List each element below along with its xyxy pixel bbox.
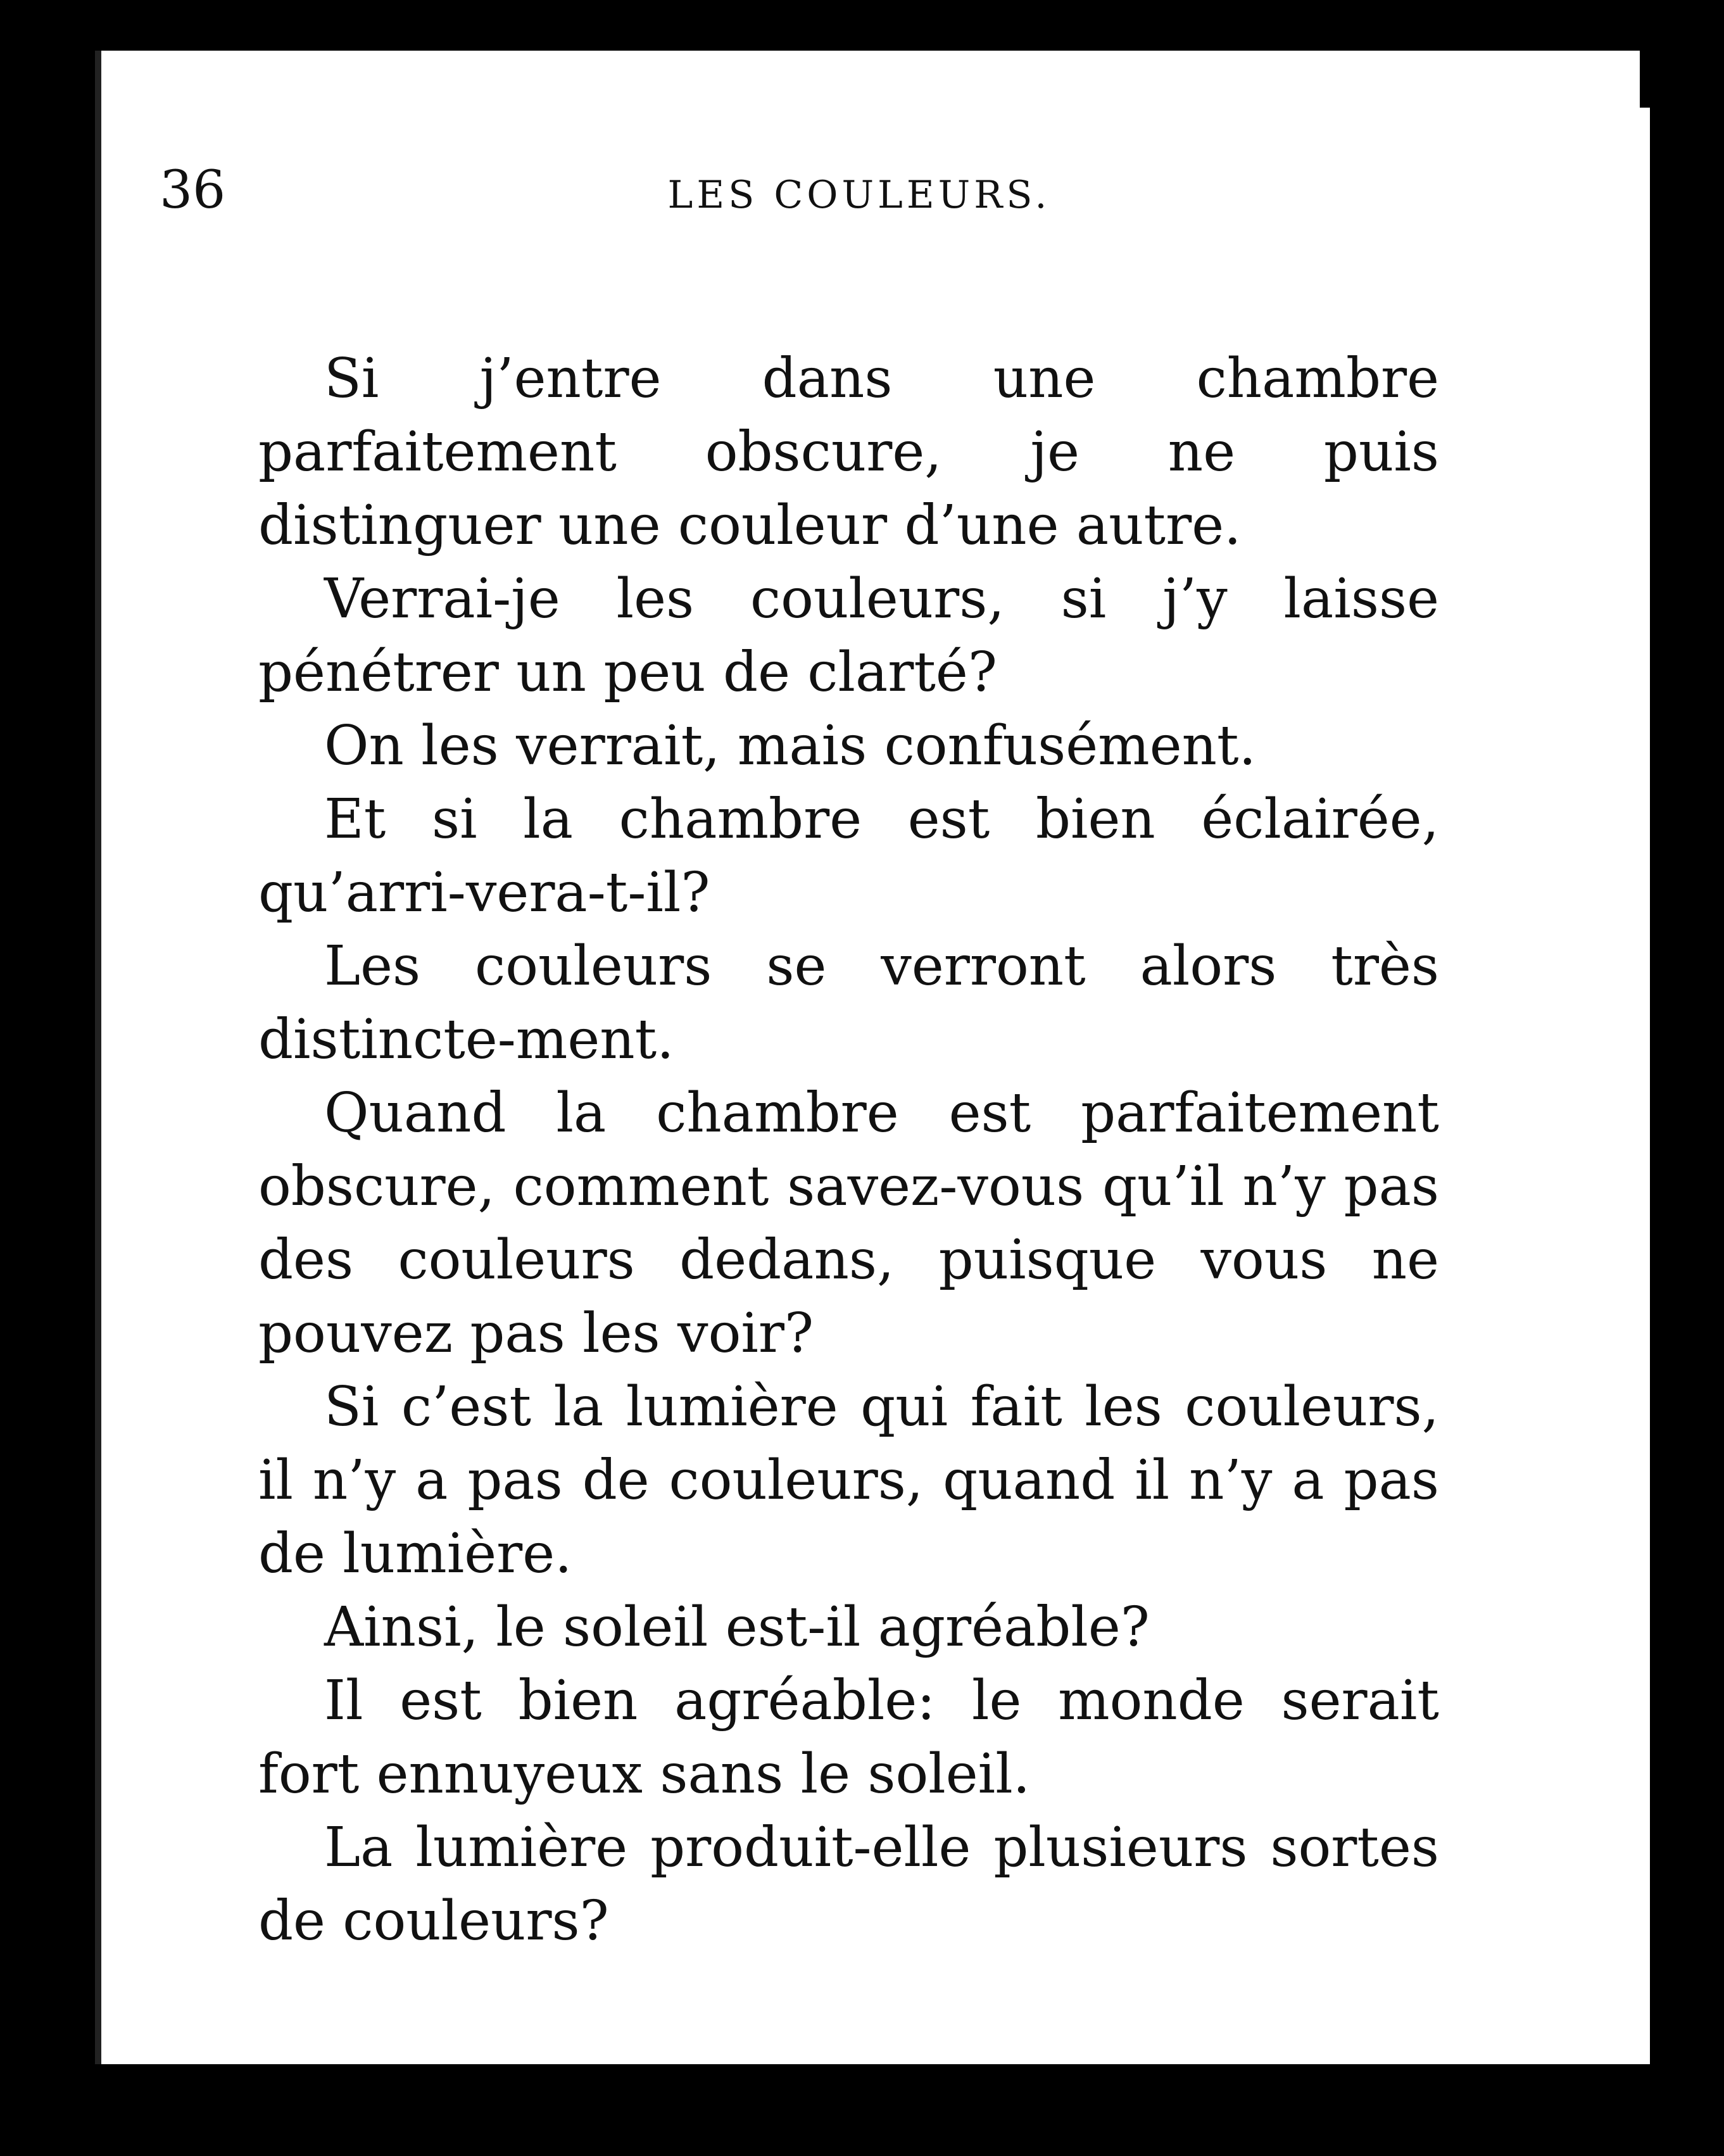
paragraph: Il est bien agréable: le monde serait fort ennuyeux sans le soleil. xyxy=(258,1669,1439,1806)
page-number: 36 xyxy=(160,160,226,220)
running-head xyxy=(160,158,1394,234)
paragraph: On les verrait, mais confusément. xyxy=(324,714,1256,778)
paragraph: Les couleurs se verront alors très distincte-ment. xyxy=(258,935,1439,1071)
paragraph: Verrai-je les couleurs, si j’y laisse pénétrer un peu de clarté? xyxy=(258,567,1439,704)
paragraph: Ainsi, le soleil est-il agréable? xyxy=(324,1596,1150,1659)
paragraph: Si c’est la lumière qui fait les couleurs, il n’y a pas de couleurs, quand il n’y a pas de lumière. xyxy=(258,1375,1439,1585)
page-edge xyxy=(1637,108,1650,2064)
running-title: LES COULEURS. xyxy=(667,173,1051,217)
body-text xyxy=(258,342,1439,1958)
paragraph: La lumière produit-elle plusieurs sortes de couleurs? xyxy=(258,1816,1439,1953)
paragraph: Si j’entre dans une chambre parfaitement obscure, je ne puis distinguer une couleur d’une autre. xyxy=(258,347,1439,557)
paragraph: Et si la chambre est bien éclairée, qu’arri-vera-t-il? xyxy=(258,788,1439,924)
paragraph: Quand la chambre est parfaitement obscure, comment savez-vous qu’il n’y pas des couleurs dedans, puisque vous ne pouvez pas les voir? xyxy=(258,1081,1439,1365)
